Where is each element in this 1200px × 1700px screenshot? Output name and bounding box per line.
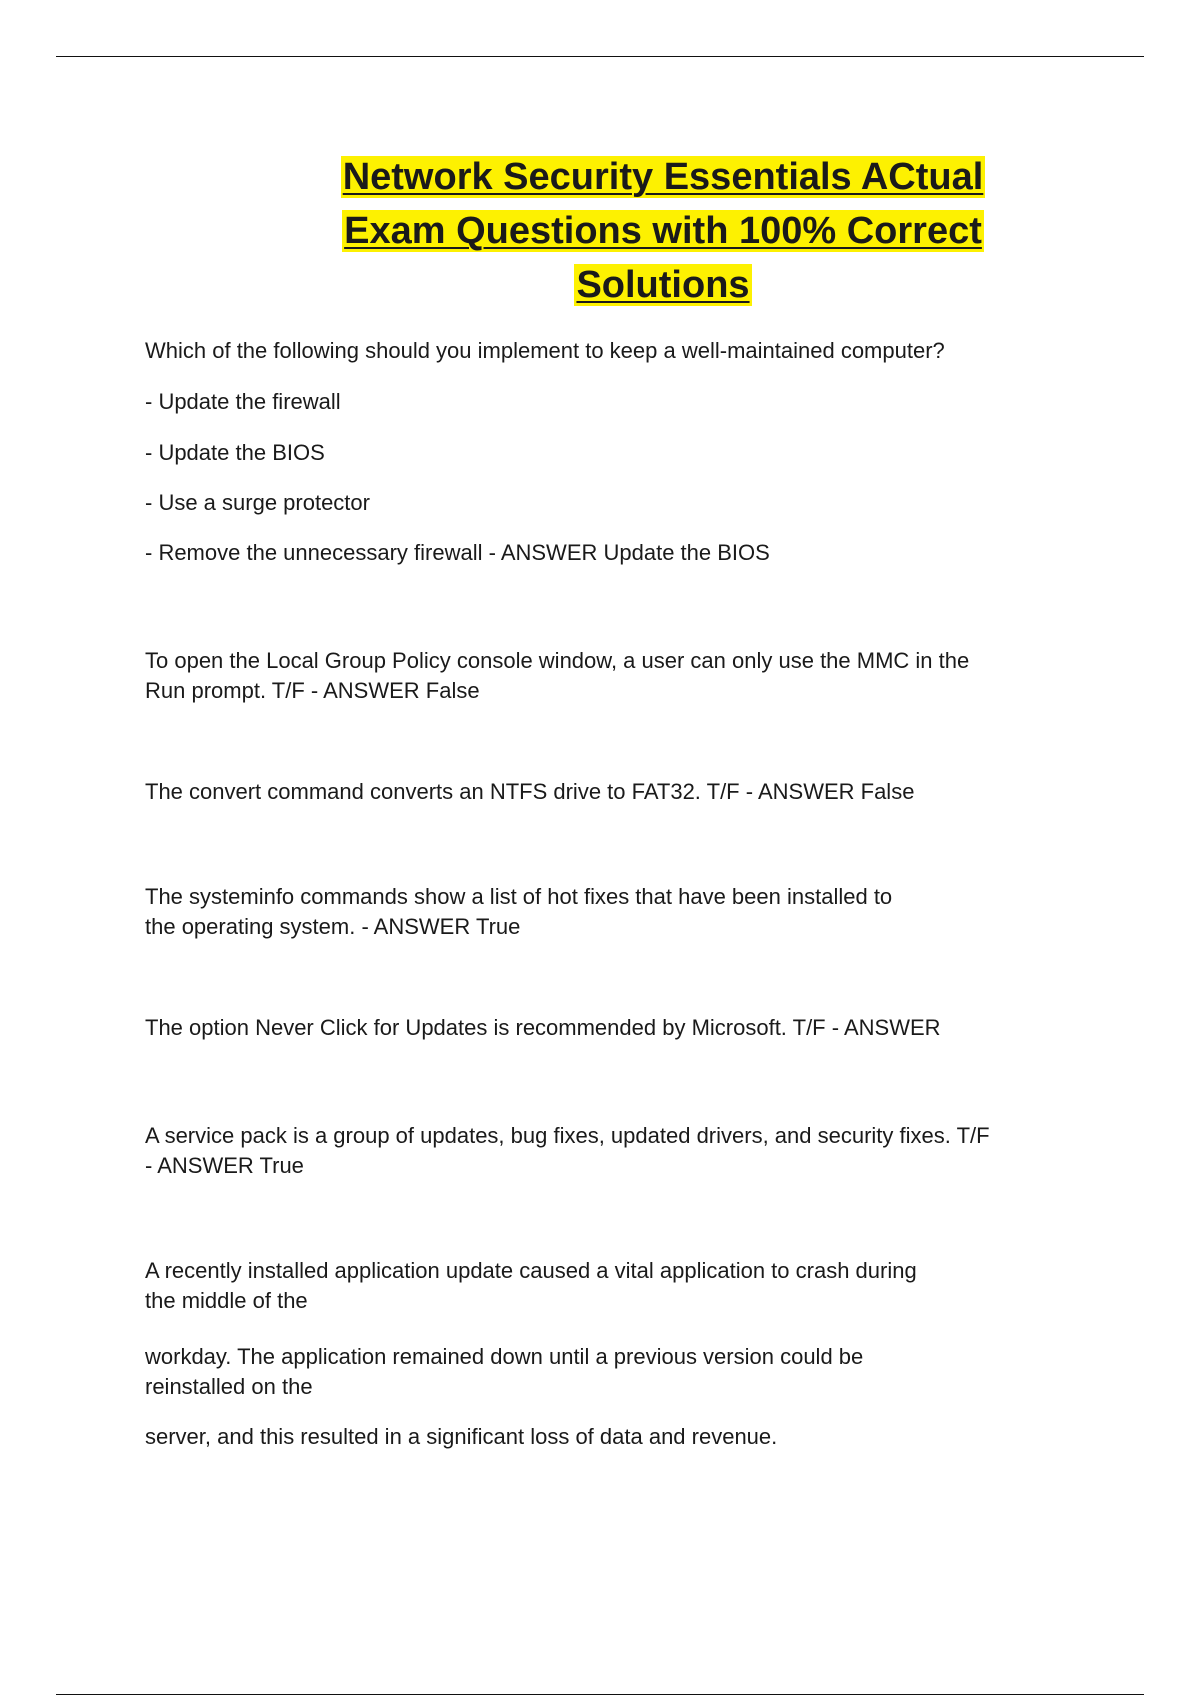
question-text: Run prompt. T/F - ANSWER False [145, 678, 480, 703]
question-text: The systeminfo commands show a list of hot fixes that have been installed to [145, 884, 893, 909]
question-text: server, and this resulted in a significant loss of data and revenue. [145, 1424, 778, 1449]
question-text: workday. The application remained down until a previous version could be [145, 1344, 864, 1369]
question-text: Which of the following should you implement to keep a well-maintained computer? [145, 338, 945, 363]
title-line: Exam Questions with 100% Correct [344, 210, 982, 252]
header-rule [56, 56, 1144, 57]
answer-option: - Remove the unnecessary firewall - ANSWER Update the BIOS [145, 540, 770, 565]
question-text: The option Never Click for Updates is recommended by Microsoft. T/F - ANSWER [145, 1015, 941, 1040]
question-text: The convert command converts an NTFS drive to FAT32. T/F - ANSWER False [145, 779, 915, 804]
answer-option: - Use a surge protector [145, 490, 370, 515]
footer-rule [56, 1694, 1144, 1695]
question-text: the middle of the [145, 1288, 308, 1313]
title-line: Solutions [576, 264, 750, 306]
question-text: A recently installed application update caused a vital application to crash during [145, 1258, 917, 1283]
question-text: - ANSWER True [145, 1153, 304, 1178]
question-text: To open the Local Group Policy console window, a user can only use the MMC in the [145, 648, 970, 673]
question-text: A service pack is a group of updates, bug fixes, updated drivers, and security fixes. T/F [145, 1123, 990, 1148]
question-text: the operating system. - ANSWER True [145, 914, 521, 939]
answer-option: - Update the firewall [145, 389, 341, 414]
title-line: Network Security Essentials ACtual [342, 156, 984, 198]
document-title [300, 150, 1026, 312]
question-text: reinstalled on the [145, 1374, 313, 1399]
answer-option: - Update the BIOS [145, 440, 325, 465]
